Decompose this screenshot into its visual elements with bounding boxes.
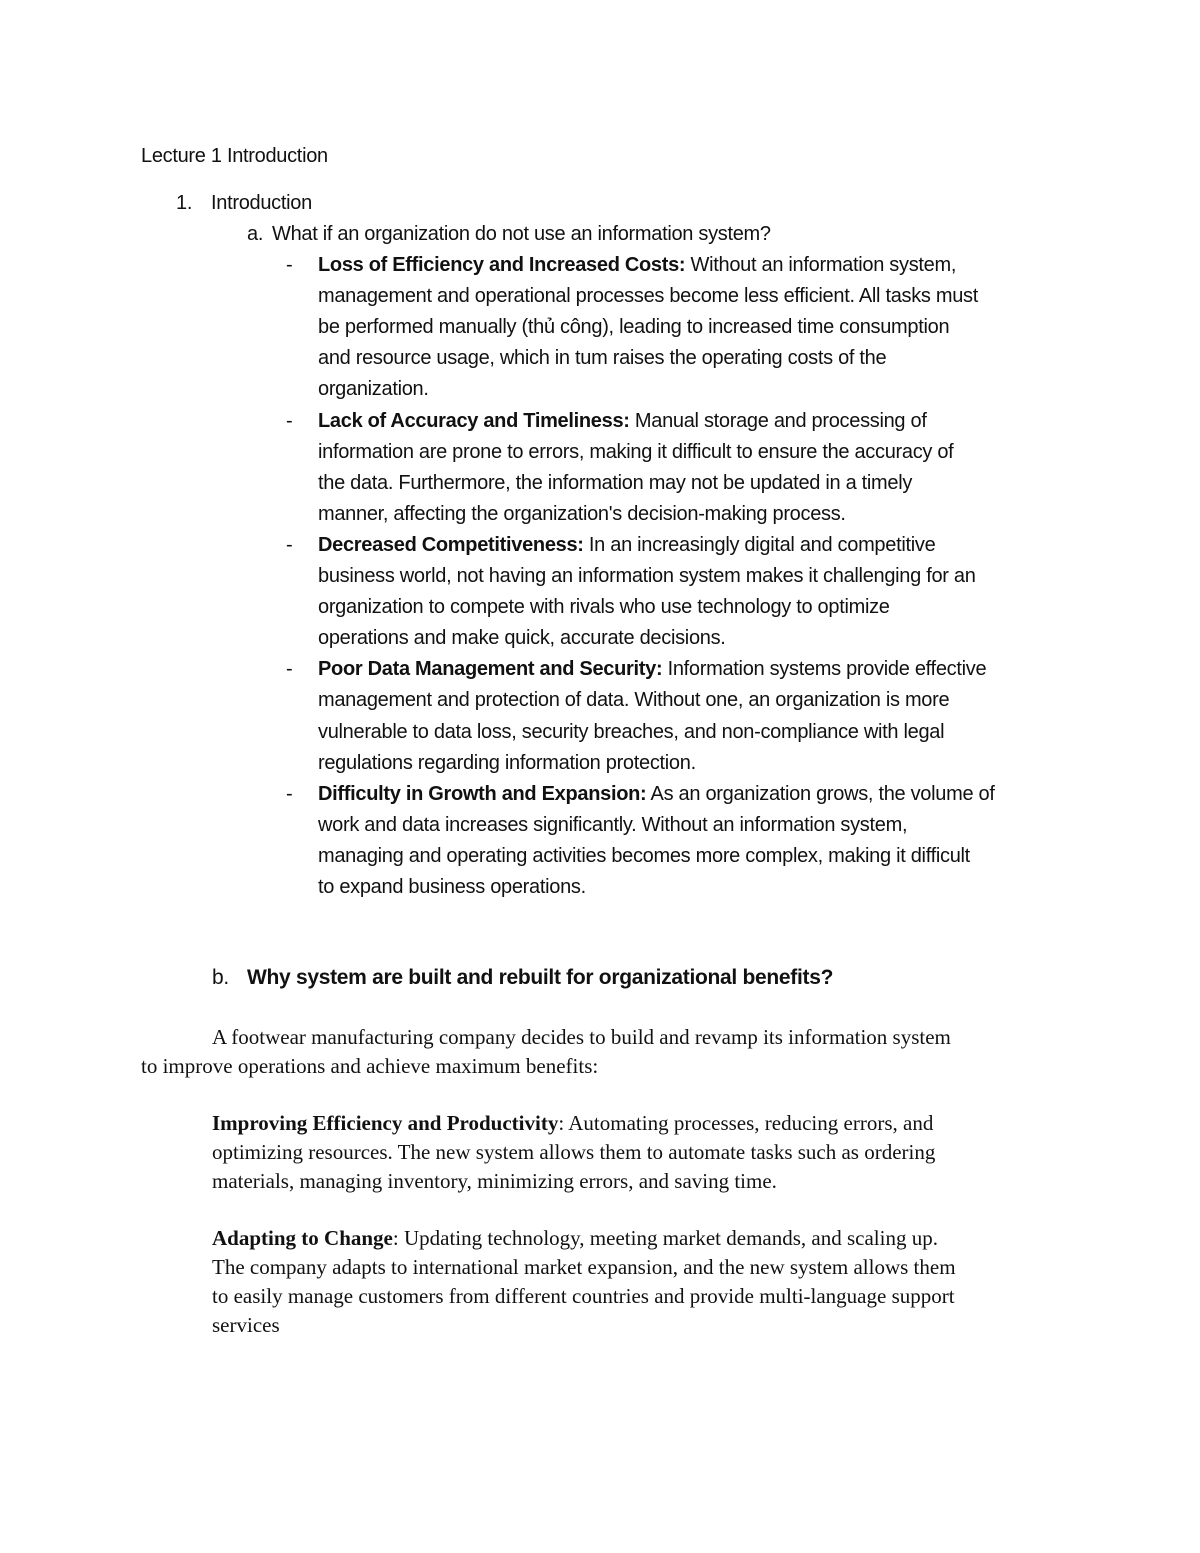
bullet-line: business world, not having an information system makes it challenging for an bbox=[318, 565, 976, 587]
document-title: Lecture 1 Introduction bbox=[141, 145, 328, 167]
subsection-b-question: Why system are built and rebuilt for organizational benefits? bbox=[247, 966, 834, 989]
bullet-line: vulnerable to data loss, security breaches, and non-compliance with legal bbox=[318, 720, 945, 743]
bullet-line: to expand business operations. bbox=[318, 876, 586, 898]
bullet-line bbox=[318, 253, 956, 277]
bullet-heading: Decreased Competitiveness: bbox=[318, 533, 584, 556]
intro-paragraph-line: A footwear manufacturing company decides to build and revamp its information system bbox=[212, 1025, 951, 1049]
bullet-line: regulations regarding information protection. bbox=[318, 751, 696, 774]
bullet-dash: - bbox=[286, 533, 293, 556]
section-number: 1. bbox=[176, 192, 193, 214]
subsection-a-marker: a. bbox=[247, 223, 264, 245]
section-heading: Introduction bbox=[211, 192, 312, 214]
bullet-line: managing and operating activities becomes more complex, making it difficult bbox=[318, 844, 970, 867]
benefit-line: optimizing resources. The new system allows them to automate tasks such as ordering bbox=[212, 1140, 936, 1164]
bullet-line bbox=[318, 533, 935, 557]
bullet-line: the data. Furthermore, the information may not be updated in a timely bbox=[318, 471, 913, 494]
bullet-line: information are prone to errors, making it difficult to ensure the accuracy of bbox=[318, 440, 954, 463]
bullet-line: organization. bbox=[318, 378, 429, 401]
benefit-line bbox=[212, 1226, 938, 1250]
bullet-line: management and protection of data. Without one, an organization is more bbox=[318, 689, 950, 712]
bullet-dash: - bbox=[286, 782, 293, 805]
bullet-dash: - bbox=[286, 658, 293, 681]
bullet-line bbox=[318, 782, 995, 806]
benefit-line: services bbox=[212, 1313, 280, 1337]
bullet-heading: Loss of Efficiency and Increased Costs: bbox=[318, 254, 686, 276]
bullet-line bbox=[318, 657, 986, 681]
subsection-b-marker: b. bbox=[212, 966, 229, 989]
bullet-dash: - bbox=[286, 409, 293, 432]
subsection-a-question: What if an organization do not use an information system? bbox=[272, 223, 771, 245]
bullet-text: Without an information system, bbox=[685, 254, 957, 276]
benefit-text: : Updating technology, meeting market demands, and scaling up. bbox=[392, 1226, 938, 1250]
bullet-dash: - bbox=[286, 254, 293, 276]
bullet-heading: Difficulty in Growth and Expansion: bbox=[318, 782, 647, 805]
bullet-text: As an organization grows, the volume of bbox=[646, 782, 995, 805]
benefit-line: materials, managing inventory, minimizing errors, and saving time. bbox=[212, 1169, 777, 1193]
bullet-heading: Poor Data Management and Security: bbox=[318, 658, 663, 681]
bullet-line: management and operational processes become less efficient. All tasks must bbox=[318, 285, 979, 308]
bullet-line: organization to compete with rivals who use technology to optimize bbox=[318, 596, 890, 619]
bullet-line: be performed manually (thủ công), leading to increased time consumption bbox=[318, 316, 950, 339]
benefit-line: to easily manage customers from different countries and provide multi-language support bbox=[212, 1284, 955, 1308]
bullet-line: and resource usage, which in tum raises the operating costs of the bbox=[318, 347, 887, 370]
bullet-line: manner, affecting the organization's decision-making process. bbox=[318, 502, 846, 525]
benefit-line: The company adapts to international market expansion, and the new system allows them bbox=[212, 1255, 956, 1279]
intro-paragraph-line: to improve operations and achieve maximum benefits: bbox=[141, 1054, 599, 1078]
benefit-heading: Adapting to Change bbox=[212, 1226, 393, 1250]
bullet-text: In an increasingly digital and competitive bbox=[583, 533, 936, 556]
benefit-line bbox=[212, 1111, 933, 1135]
bullet-text: Manual storage and processing of bbox=[629, 409, 927, 432]
benefit-text: : Automating processes, reducing errors, and bbox=[558, 1111, 934, 1135]
bullet-text: Information systems provide effective bbox=[662, 658, 987, 681]
benefit-heading: Improving Efficiency and Productivity bbox=[212, 1111, 559, 1135]
bullet-line bbox=[318, 409, 927, 433]
bullet-heading: Lack of Accuracy and Timeliness: bbox=[318, 409, 630, 432]
bullet-line: operations and make quick, accurate decisions. bbox=[318, 627, 726, 650]
bullet-line: work and data increases significantly. Without an information system, bbox=[318, 813, 908, 836]
